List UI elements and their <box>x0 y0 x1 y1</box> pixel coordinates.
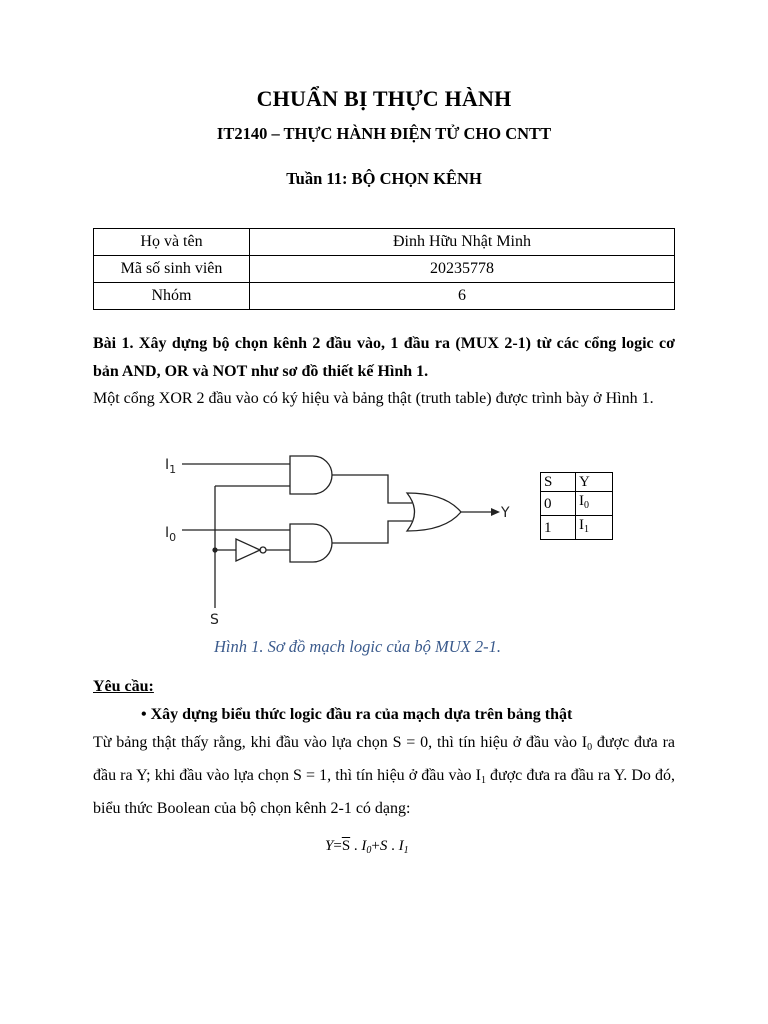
student-info-table <box>93 228 675 310</box>
table-row <box>541 492 613 516</box>
requirements-heading: Yêu cầu: <box>93 678 154 695</box>
explanation-paragraph: Từ bảng thật thấy rằng, khi đầu vào lựa chọn S = 0, thì tín hiệu ở đầu vào $I_0$ được đưa ra đầu ra Y; khi đầu vào lựa chọn S = 1, thì tín hiệu ở đầu vào $I_1$ được đưa ra đầu ra Y. Do đó, biểu thức Boolean của bộ chọn kênh 2-1 có dạng: <box>93 734 675 817</box>
figure-caption: Hình 1. Sơ đồ mạch logic của bộ MUX 2-1. <box>214 637 501 656</box>
info-value: Đinh Hữu Nhật Minh <box>250 229 675 256</box>
requirement-bullet: • Xây dựng biểu thức logic đầu ra của mạch dựa trên bảng thật <box>141 706 573 723</box>
boolean-formula: $Y=\overline{S}$ . $I_0+S$ . $I_1$ <box>325 838 409 856</box>
label-i1: $I_1$ <box>165 457 177 476</box>
truth-cell-y: $I_1$ <box>576 516 613 540</box>
label-i0: $I_0$ <box>165 525 177 544</box>
week-title: Tuần 11: BỘ CHỌN KÊNH <box>286 169 482 188</box>
truth-cell-s: 0 <box>541 492 576 516</box>
info-value: 6 <box>250 283 675 310</box>
truth-table <box>540 472 613 540</box>
exercise-intro: Một cổng XOR 2 đầu vào có ký hiệu và bảng thật (truth table) được trình bày ở Hình 1. <box>93 390 654 407</box>
truth-header-y: Y <box>576 473 613 492</box>
table-row <box>94 229 675 256</box>
truth-cell-s: 1 <box>541 516 576 540</box>
info-label: Họ và tên <box>94 229 250 256</box>
truth-cell-y: $I_0$ <box>576 492 613 516</box>
info-label: Nhóm <box>94 283 250 310</box>
label-s: S <box>210 612 219 628</box>
table-row <box>94 283 675 310</box>
info-label: Mã số sinh viên <box>94 256 250 283</box>
table-row <box>541 473 613 492</box>
info-value: 20235778 <box>250 256 675 283</box>
course-title: IT2140 – THỰC HÀNH ĐIỆN TỬ CHO CNTT <box>216 124 552 143</box>
document-title: CHUẨN BỊ THỰC HÀNH <box>256 86 512 111</box>
label-y: Y <box>501 505 510 521</box>
truth-header-s: S <box>541 473 576 492</box>
table-row <box>541 516 613 540</box>
exercise-heading: Bài 1. Xây dựng bộ chọn kênh 2 đầu vào, 1 đầu ra (MUX 2-1) từ các cổng logic cơ bản AND, OR và NOT như sơ đồ thiết kế Hình 1. <box>93 335 675 380</box>
table-row <box>94 256 675 283</box>
